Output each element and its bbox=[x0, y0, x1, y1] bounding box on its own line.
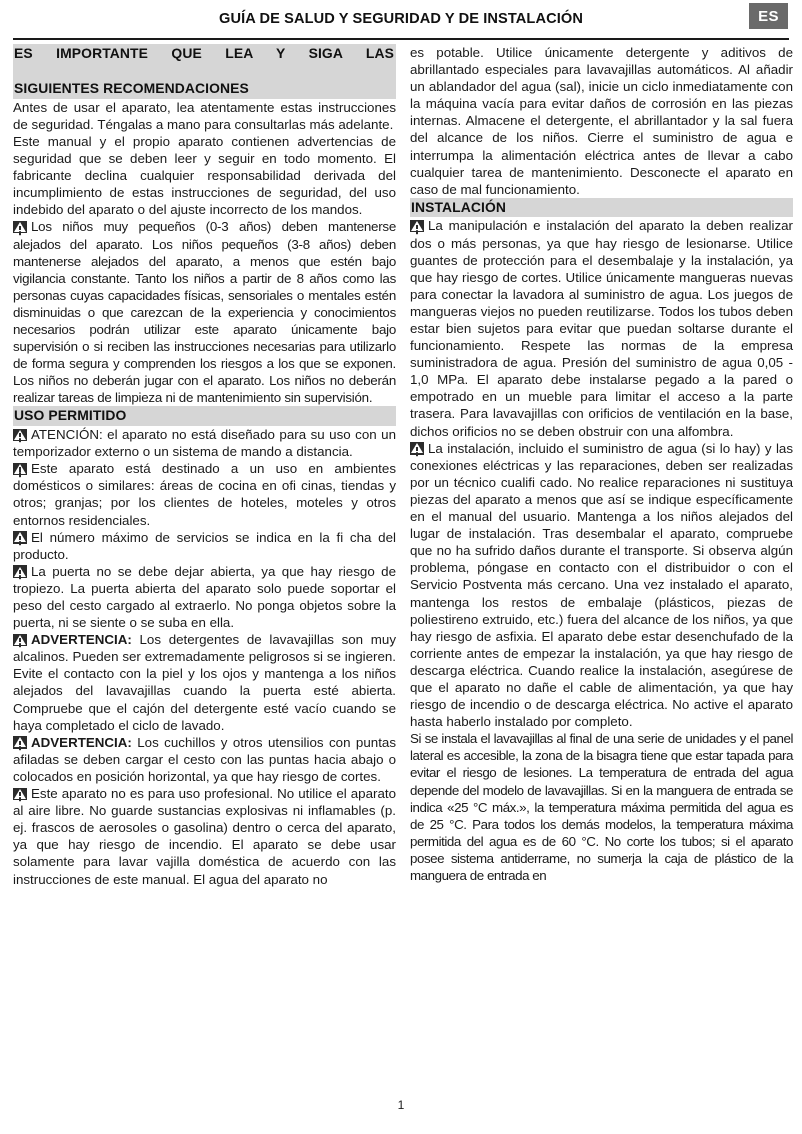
page-number: 1 bbox=[397, 1098, 405, 1112]
paragraph-atencion-temporizador bbox=[13, 426, 396, 460]
paragraph-uso-no-profesional bbox=[13, 785, 396, 888]
paragraph-uso-no-profesional-text: Este aparato no es para uso profesional. No utilice el aparato al aire libre. No guarde sustancias explosivas ni inflamables (p. ej. frascos de aerosoles o gasolina) dentro o cerca del aparato, ya que hay riesgo de incendio. El aparato se debe usar solamente para lavar vajilla doméstica de acuerdo con las instrucciones de este manual. El agua del aparato no bbox=[13, 786, 396, 887]
warning-triangle-icon bbox=[13, 463, 27, 476]
paragraph-children-safety-text: Los niños muy pequeños (0-3 años) deben mantenerse alejados del aparato. Los niños pequeños (3-8 años) deben mantenerse alejados del aparato, a menos que estén bajo vigilancia constante. Tanto los niños a partir de 8 años como las personas cuyas capacidades físicas, sensoriales o mentales estén disminuidas o que carezcan de la experiencia y conocimientos necesarios podrán utilizar este aparato únicamente bajo supervisión o si reciben las instrucciones necesarias para utilizarlo de forma segura y comprenden los riesgos a los que se exponen. Los niños no deberán jugar con el aparato. Los niños no deberán realizar tareas de limpieza ni de mantenimiento sin supervisión. bbox=[13, 219, 396, 406]
warning-triangle-icon bbox=[13, 788, 27, 801]
warning-triangle-icon bbox=[13, 736, 27, 749]
paragraph-advertencia-cuchillos bbox=[13, 734, 396, 785]
paragraph-instalacion-tecnico bbox=[410, 440, 793, 731]
section-heading-recomendaciones bbox=[13, 44, 396, 99]
paragraph-instalacion-tecnico-text: La instalación, incluido el suministro de agua (si lo hay) y las conexiones eléctricas y las reparaciones, deben ser realizadas por un técnico cualifi cado. No realice reparaciones ni sustituya piezas del aparato a menos que así se indique específicamente en el manual del usuario. Mantenga a los niños alejados del lugar de instalación. Tras desembalar el aparato, compruebe que no ha sufrido daños durante el transporte. Si observa algún problema, póngase en contacto con el distribuidor o con el Servicio Postventa más cercano. Una vez instalado el aparato, mantenga los restos de embalaje (plásticos, piezas de poliestireno extruido, etc.) fuera del alcance de los niños, ya que hay riesgo de asfixia. El aparato debe estar desenchufado de la corriente antes de empezar la instalación, ya que hay riesgo de descarga eléctrica. Cuando realice la instalación, asegúrese de que el aparato no dañe el cable de alimentación, ya que hay riesgo de incendio o de descarga eléctrica. No active el aparato hasta haberlo instalado por completo. bbox=[410, 440, 793, 730]
section-heading-line-1: ES IMPORTANTE QUE LEA Y SIGA LAS bbox=[14, 45, 394, 61]
paragraph-children-safety bbox=[13, 218, 396, 406]
advertencia-label: ADVERTENCIA: bbox=[31, 632, 132, 648]
paragraph-manipulacion-instalacion-text: La manipulación e instalación del aparato la deben realizar dos o más personas, ya que hay riesgo de lesionarse. Utilice guantes de protección para el desembalaje y la instalación, ya que hay riesgo de cortes. Utilice únicamente mangueras nuevas para conectar la lavadora al suministro de agua. Los juegos de mangueras viejos no pueden reutilizarse. Todos los tubos deben estar bien sujetos para evitar que puedan soltarse durante el funcionamiento. Respete las normas de la empresa suministradora de agua. Presión del suministro de agua 0,05 - 1,0 MPa. El aparato debe instalarse pegado a la pared o empotrado en un mueble para limitar el acceso a la parte trasera. Para lavavajillas con orificios de ventilación en la base, dichos orificios no se deben obstruir con una alfombra. bbox=[410, 218, 793, 439]
warning-triangle-icon bbox=[13, 221, 27, 234]
section-heading-uso-permitido: USO PERMITIDO bbox=[13, 406, 396, 426]
paragraph-intro: Antes de usar el aparato, lea atentamente estas instrucciones de seguridad. Téngalas a mano para consultarlas más adelante. bbox=[13, 99, 396, 132]
paragraph-puerta-abierta bbox=[13, 563, 396, 631]
paragraph-panel-lateral-temperatura: Si se instala el lavavajillas al final de una serie de unidades y el panel lateral es accesible, la zona de la bisagra tiene que estar tapada para evitar el riesgo de lesiones. La temperatura de entrada del agua depende del modelo de lavavajillas. Si en la manguera de entrada se indica «25 °C máx.», la temperatura máxima permitida del agua es de 25 °C. Para todos los demás modelos, la temperatura máxima permitida del agua es de 60 °C. No corte los tubos; si el aparato posee sistema antiderrame, no sumerja la caja de plástico de la manguera de entrada en bbox=[410, 731, 793, 883]
paragraph-puerta-abierta-text: La puerta no se debe dejar abierta, ya que hay riesgo de tropiezo. La puerta abierta del aparato solo puede soportar el peso del cesto cargado al extraerlo. No ponga objetos sobre la puerta, ni se siente o se suba en ella. bbox=[13, 563, 396, 631]
paragraph-manual-warnings: Este manual y el propio aparato contienen advertencias de seguridad que se deben leer y seguir en todo momento. El fabricante declina cualquier responsabilidad derivada del incumplimiento de estas instrucciones de seguridad, del uso indebido del aparato o del ajuste incorrecto de los mandos. bbox=[13, 133, 396, 218]
paragraph-uso-domestico-text: Este aparato está destinado a un uso en ambientes domésticos o similares: áreas de cocina en ofi cinas, tiendas y otros; granjas; por los clientes de hoteles, moteles y otros entornos residenciales. bbox=[13, 461, 396, 528]
paragraph-agua-no-potable: es potable. Utilice únicamente detergente y aditivos de abrillantado especiales para lavavajillas automáticos. Al añadir un ablandador del agua (sal), inicie un ciclo inmediatamente con la máquina vacía para evitar daños de corrosión en las piezas internas. Almacene el detergente, el abrillantador y la sal fuera del alcance de los niños. Cierre el suministro de agua e interrumpa la alimentación eléctrica antes de llevar a cabo cualquier tarea de mantenimiento. Desconecte el aparato en caso de mal funcionamiento. bbox=[410, 45, 793, 197]
page-title: GUÍA DE SALUD Y SEGURIDAD Y DE INSTALACIÓN bbox=[219, 11, 583, 27]
warning-triangle-icon bbox=[410, 220, 424, 233]
paragraph-numero-servicios bbox=[13, 529, 396, 563]
paragraph-advertencia-cuchillos-text: Los cuchillos y otros utensilios con puntas afiladas se deben cargar el cesto con las puntas hacia abajo o colocados en posición horizontal, ya que hay riesgo de cortes. bbox=[13, 734, 396, 784]
paragraph-manipulacion-instalacion bbox=[410, 217, 793, 439]
section-heading-line-2: SIGUIENTES RECOMENDACIONES bbox=[14, 80, 249, 97]
paragraph-atencion-temporizador-text: ATENCIÓN: el aparato no está diseñado para su uso con un temporizador externo o un sistema de mando a distancia. bbox=[13, 427, 396, 460]
content-columns bbox=[0, 40, 802, 1100]
paragraph-uso-domestico bbox=[13, 460, 396, 528]
left-column bbox=[13, 44, 396, 888]
page-header bbox=[0, 0, 802, 38]
warning-triangle-icon bbox=[13, 634, 27, 647]
advertencia-label: ADVERTENCIA: bbox=[31, 734, 132, 750]
page-footer bbox=[0, 1098, 802, 1112]
warning-triangle-icon bbox=[13, 565, 27, 578]
paragraph-numero-servicios-text: El número máximo de servicios se indica en la fi cha del producto. bbox=[13, 529, 396, 562]
paragraph-advertencia-detergentes bbox=[13, 631, 396, 734]
warning-triangle-icon bbox=[13, 531, 27, 544]
warning-triangle-icon bbox=[13, 429, 27, 442]
language-badge: ES bbox=[749, 3, 788, 29]
right-column bbox=[410, 44, 793, 884]
paragraph-advertencia-detergentes-text: Los detergentes de lavavajillas son muy alcalinos. Pueden ser extremadamente peligrosos si se ingieren. Evite el contacto con la piel y los ojos y mantenga a los niños alejados del lavavajillas cuando la puerta esté abierta. Compruebe que el cajón del detergente esté vacío cuando se haya completado el ciclo de lavado. bbox=[13, 632, 396, 733]
section-heading-instalacion: INSTALACIÓN bbox=[410, 198, 793, 218]
warning-triangle-icon bbox=[410, 442, 424, 455]
